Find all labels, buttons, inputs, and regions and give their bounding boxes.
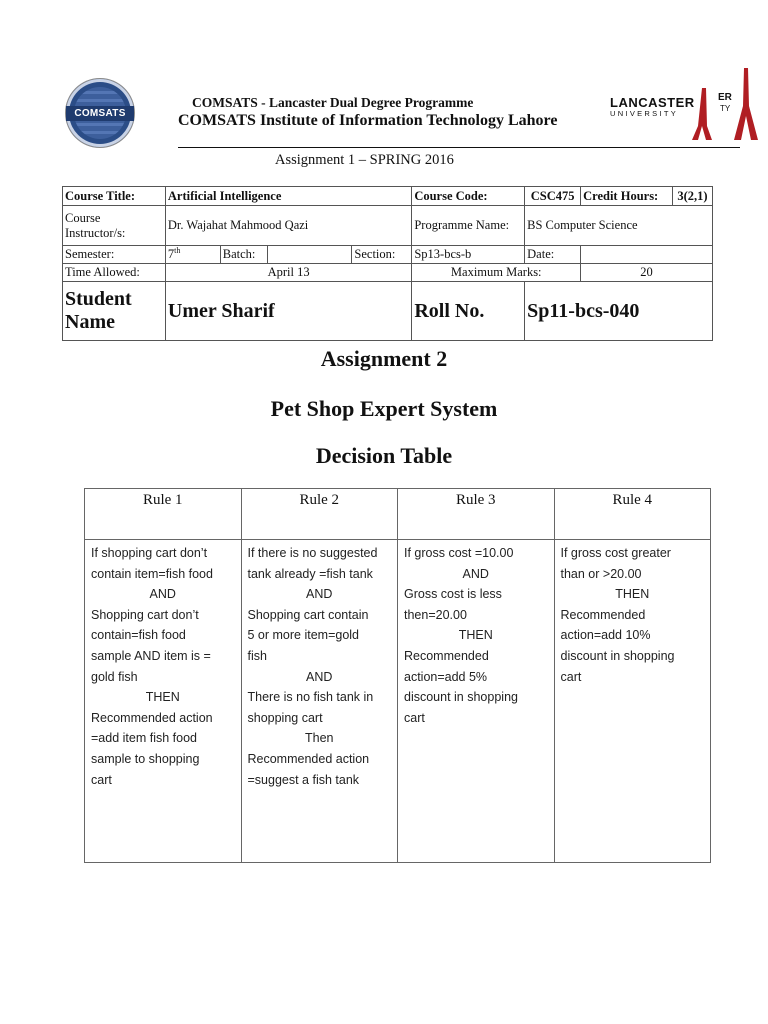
rule-line: If shopping cart don’t bbox=[91, 546, 208, 560]
programme-heading: COMSATS - Lancaster Dual Degree Programme bbox=[192, 95, 474, 110]
instructor-label: Course Instructor/s: bbox=[63, 206, 166, 246]
rule-line: Recommended bbox=[560, 607, 646, 622]
rule-line: tank already =fish tank bbox=[247, 566, 373, 581]
rule-line: If gross cost =10.00 bbox=[404, 546, 514, 560]
rule-cell bbox=[398, 540, 555, 863]
svg-text:ER: ER bbox=[718, 92, 732, 103]
rule-header: Rule 2 bbox=[241, 489, 398, 540]
rule-header: Rule 4 bbox=[554, 489, 711, 540]
roll-no-value: Sp11-bcs-040 bbox=[525, 282, 713, 341]
rule-line: discount in shopping bbox=[404, 690, 518, 705]
batch-value bbox=[267, 246, 352, 264]
rule-line: action=add 10% bbox=[560, 628, 651, 643]
date-label: Date: bbox=[525, 246, 581, 264]
rule-line: =add item fish food bbox=[91, 731, 197, 746]
rule-line: Recommended bbox=[404, 648, 489, 663]
decision-table bbox=[84, 488, 711, 863]
course-code-value: CSC475 bbox=[525, 187, 581, 206]
rule-line: discount in shopping bbox=[560, 648, 675, 663]
rule-line: THEN bbox=[615, 587, 650, 602]
rule-line: AND bbox=[149, 587, 176, 602]
rule-line: shopping cart bbox=[247, 710, 323, 725]
rule-line: sample to shopping bbox=[91, 751, 200, 766]
rule-line: Gross cost is less bbox=[404, 587, 502, 602]
section-label: Section: bbox=[352, 246, 412, 264]
rule-line: Then bbox=[305, 731, 334, 746]
time-allowed-label: Time Allowed: bbox=[63, 264, 166, 282]
rule-header: Rule 3 bbox=[398, 489, 555, 540]
rule-line: There is no fish tank in bbox=[247, 690, 374, 705]
rule-line: If gross cost greater bbox=[560, 546, 671, 560]
rule-line: AND bbox=[306, 587, 333, 602]
header-divider bbox=[178, 147, 740, 148]
student-name-value: Umer Sharif bbox=[165, 282, 411, 341]
credit-hours-label: Credit Hours: bbox=[581, 187, 673, 206]
rule-line: 5 or more item=gold bbox=[247, 628, 360, 643]
institute-heading: COMSATS Institute of Information Technology Lahore bbox=[178, 112, 558, 129]
rule-line: AND bbox=[462, 566, 489, 581]
lancaster-crest-icon bbox=[692, 66, 766, 142]
semester-value bbox=[165, 246, 220, 264]
semester-label: Semester: bbox=[63, 246, 166, 264]
system-title: Pet Shop Expert System bbox=[270, 396, 498, 421]
semester-suffix: th bbox=[174, 246, 181, 256]
course-title-label: Course Title: bbox=[63, 187, 166, 206]
rule-line: Recommended action bbox=[247, 751, 370, 766]
assignment-title: Assignment 2 bbox=[320, 346, 448, 371]
rule-line: Shopping cart don’t bbox=[91, 607, 199, 622]
rule-line: than or >20.00 bbox=[560, 566, 642, 581]
lancaster-logo-word: LANCASTER bbox=[610, 95, 695, 110]
date-value bbox=[581, 246, 713, 264]
assignment-semester-line: Assignment 1 – SPRING 2016 bbox=[275, 152, 454, 168]
rule-line: cart bbox=[91, 772, 112, 787]
rule-line: =suggest a fish tank bbox=[247, 772, 360, 787]
comsats-logo-text: COMSATS bbox=[66, 106, 134, 121]
rule-line: AND bbox=[306, 669, 333, 684]
course-title-value: Artificial Intelligence bbox=[165, 187, 411, 206]
rule-line: then=20.00 bbox=[404, 607, 467, 622]
semester-number: 7 bbox=[167, 247, 175, 262]
comsats-logo bbox=[66, 79, 134, 147]
section-value: Sp13-bcs-b bbox=[412, 246, 525, 264]
rule-line: action=add 5% bbox=[404, 669, 488, 684]
decision-table-title: Decision Table bbox=[315, 443, 453, 468]
rule-line: gold fish bbox=[91, 669, 138, 684]
lancaster-logo-sub: UNIVERSITY bbox=[610, 109, 679, 118]
rule-line: contain item=fish food bbox=[91, 566, 213, 581]
rule-line: If there is no suggested bbox=[247, 546, 378, 560]
rule-line: cart bbox=[560, 669, 582, 684]
programme-value: BS Computer Science bbox=[525, 206, 713, 246]
time-allowed-value: April 13 bbox=[165, 264, 411, 282]
rule-line: THEN bbox=[458, 628, 493, 643]
rule-cell bbox=[554, 540, 711, 863]
credit-hours-value: 3(2,1) bbox=[672, 187, 712, 206]
course-info-table bbox=[62, 186, 713, 341]
svg-text:TY: TY bbox=[720, 104, 731, 113]
rule-line: Recommended action bbox=[91, 710, 213, 725]
programme-label: Programme Name: bbox=[412, 206, 525, 246]
rule-line: THEN bbox=[145, 690, 180, 705]
max-marks-value: 20 bbox=[581, 264, 713, 282]
lancaster-logo bbox=[610, 96, 695, 119]
rule-cell bbox=[241, 540, 398, 863]
course-code-label: Course Code: bbox=[412, 187, 525, 206]
rule-line: contain=fish food bbox=[91, 628, 186, 643]
roll-no-label: Roll No. bbox=[412, 282, 525, 341]
instructor-value: Dr. Wajahat Mahmood Qazi bbox=[165, 206, 411, 246]
rule-cell bbox=[85, 540, 242, 863]
rule-line: sample AND item is = bbox=[91, 648, 211, 663]
rule-line: Shopping cart contain bbox=[247, 607, 369, 622]
rule-header: Rule 1 bbox=[85, 489, 242, 540]
student-name-label: Student Name bbox=[63, 282, 166, 341]
rule-line: cart bbox=[404, 710, 425, 725]
max-marks-label: Maximum Marks: bbox=[412, 264, 581, 282]
rule-line: fish bbox=[247, 648, 267, 663]
batch-label: Batch: bbox=[220, 246, 267, 264]
